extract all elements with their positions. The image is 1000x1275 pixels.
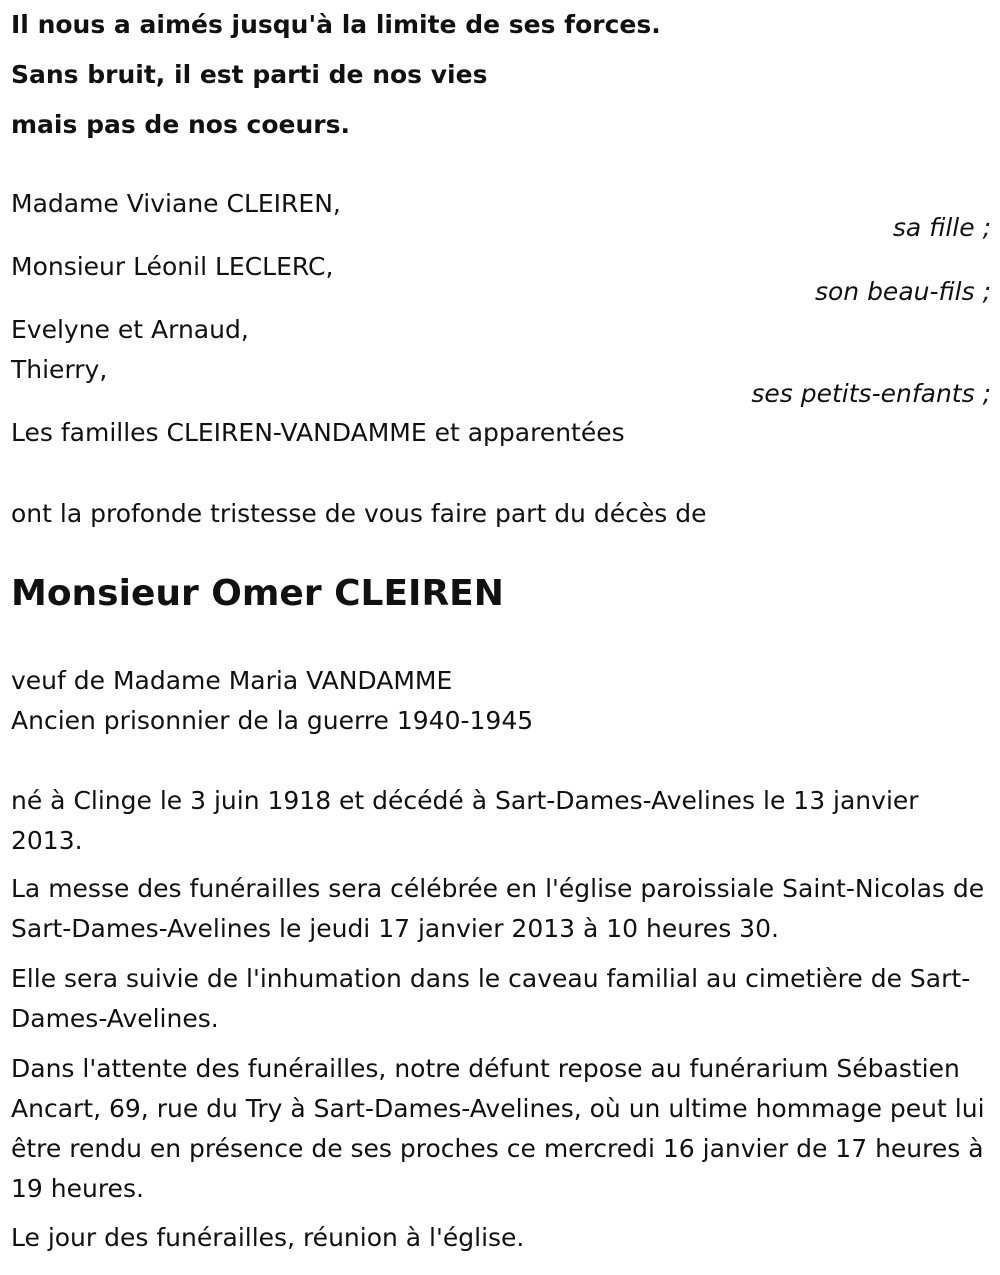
family-daughter-name: Madame Viviane CLEIREN, bbox=[11, 189, 341, 218]
family-grandchildren-line-1: Evelyne et Arnaud, bbox=[11, 315, 249, 344]
repose-paragraph: Dans l'attente des funérailles, notre défunt repose au funérarium Sébastien Ancart, 69, rue du Try à Sart-Dames-Avelines, où un ultime hommage peut lui être rendu en présence de ses proches ce mercredi 16 janvier de 17 heures à 19 heures. bbox=[11, 1054, 985, 1203]
announcement-text: ont la profonde tristesse de vous faire part du décès de bbox=[11, 499, 707, 528]
deceased-name: Monsieur Omer CLEIREN bbox=[11, 573, 504, 614]
poem-line-3: mais pas de nos coeurs. bbox=[11, 110, 350, 139]
family-daughter-relation: sa fille ; bbox=[892, 213, 991, 242]
family-soninlaw-name: Monsieur Léonil LECLERC, bbox=[11, 252, 334, 281]
family-soninlaw-relation: son beau-fils ; bbox=[814, 277, 991, 306]
deceased-widower: veuf de Madame Maria VANDAMME bbox=[11, 666, 453, 695]
family-grandchildren-line-2: Thierry, bbox=[11, 355, 108, 384]
burial-paragraph: Elle sera suivie de l'inhumation dans le caveau familial au cimetière de Sart-Dames-Avelines. bbox=[11, 964, 971, 1033]
family-relatives: Les familles CLEIREN-VANDAMME et apparentées bbox=[11, 418, 625, 447]
meeting-paragraph: Le jour des funérailles, réunion à l'église. bbox=[11, 1223, 525, 1252]
deceased-title: Ancien prisonnier de la guerre 1940-1945 bbox=[11, 706, 534, 735]
poem bbox=[11, 0, 661, 150]
poem-line-2: Sans bruit, il est parti de nos vies bbox=[11, 60, 488, 89]
birth-death-paragraph: né à Clinge le 3 juin 1918 et décédé à Sart-Dames-Avelines le 13 janvier 2013. bbox=[11, 786, 919, 855]
family-grandchildren-relation: ses petits-enfants ; bbox=[751, 379, 991, 408]
funeral-mass-paragraph: La messe des funérailles sera célébrée en l'église paroissiale Saint-Nicolas de Sart-Dames-Avelines le jeudi 17 janvier 2013 à 10 heures 30. bbox=[11, 874, 985, 943]
poem-line-1: Il nous a aimés jusqu'à la limite de ses forces. bbox=[11, 10, 661, 39]
